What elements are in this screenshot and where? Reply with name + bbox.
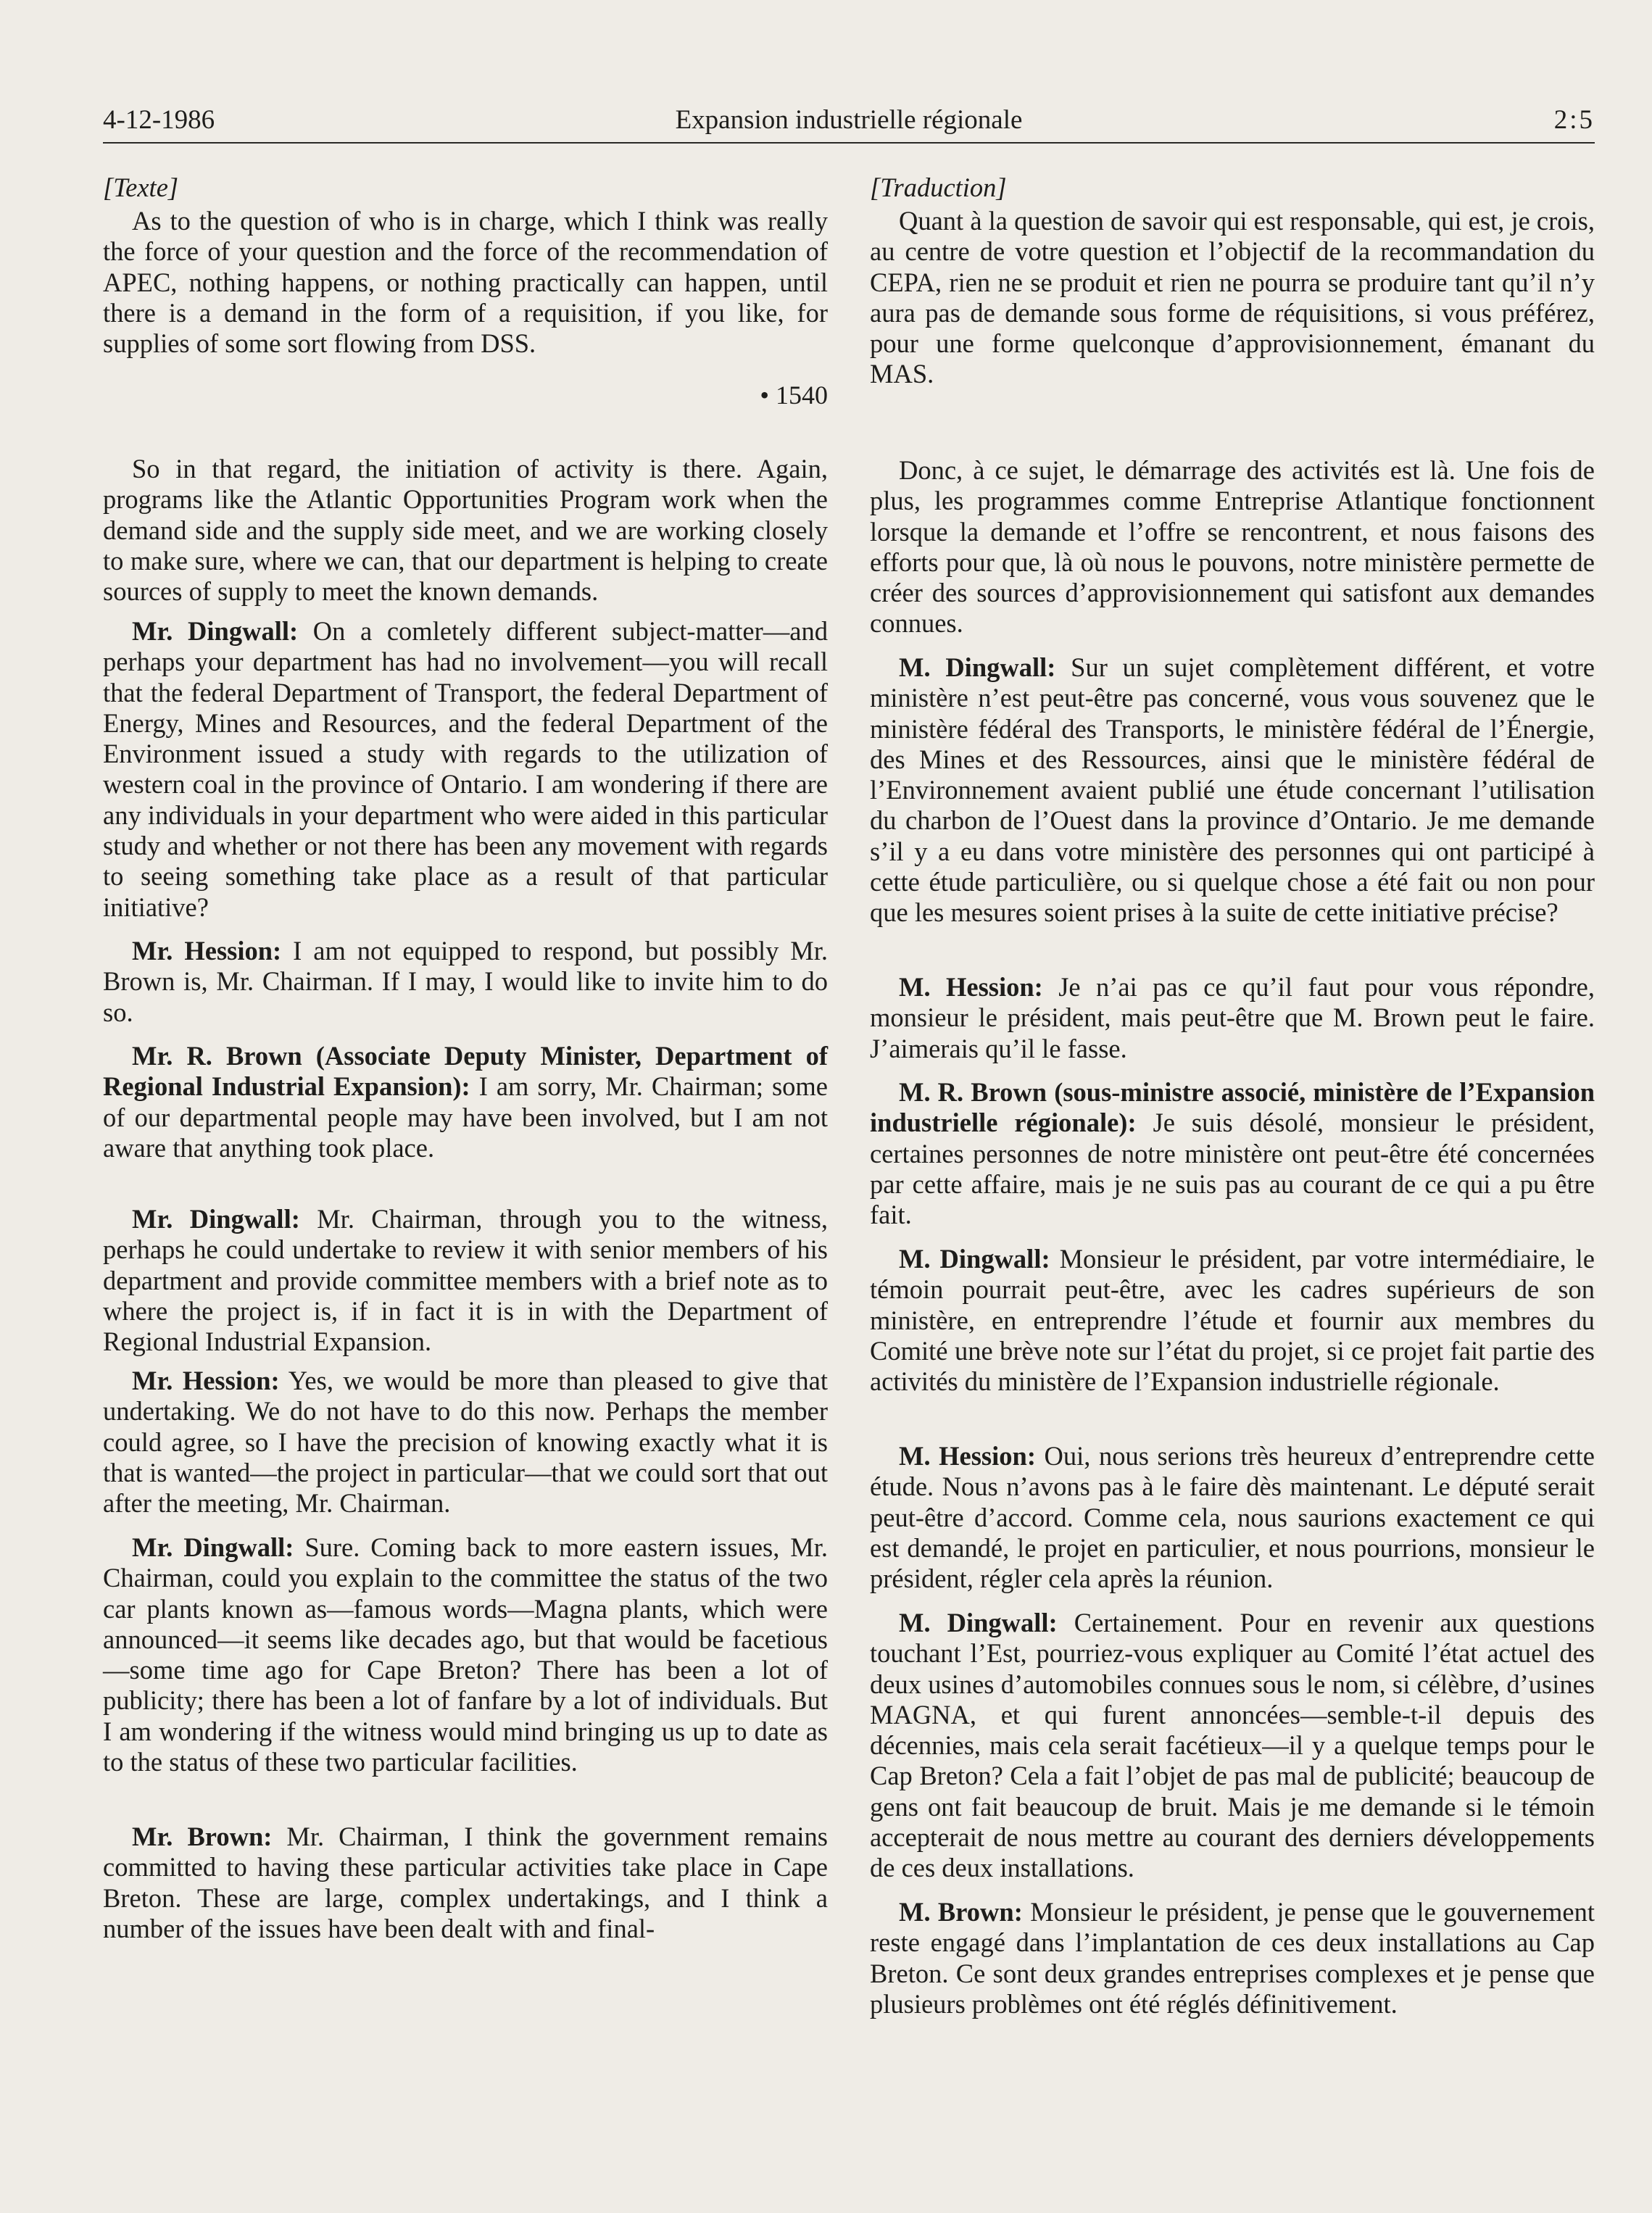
paragraph <box>103 936 828 1028</box>
paragraph <box>103 1204 828 1357</box>
paragraph <box>870 1441 1595 1595</box>
speech-text: Mr. Chairman, I think the government remains committed to having these particular activities take place in Cape Breton. These are large, complex undertakings, and I think a number of the issues have been dealt with and final- <box>103 1822 829 1943</box>
speaker-name: Mr. Hession: <box>132 1366 280 1395</box>
speaker-name: Mr. Dingwall: <box>132 616 299 646</box>
paragraph <box>103 616 828 923</box>
speaker-name: M. Dingwall: <box>899 1608 1058 1637</box>
speaker-name: Mr. R. Brown (Associate Deputy Minister, Department of Regional Industrial Expansion): <box>103 1041 828 1102</box>
paragraph <box>103 1822 828 1944</box>
paragraph <box>870 972 1595 1064</box>
speaker-name: Mr. Dingwall: <box>132 1532 294 1562</box>
paragraph: Donc, à ce sujet, le démarrage des activités est là. Une fois de plus, les programmes comme Entreprise Atlantique fonctionnent lorsque la demande et l’offre se rencontrent, et nous faisons des efforts pour que, là où nous le pouvons, notre ministère permette de créer des sources d’approvisionnement qui satisfont aux demandes connues. <box>870 455 1595 639</box>
paragraph <box>870 1244 1595 1428</box>
paragraph <box>870 652 1595 959</box>
text-label: [Texte] <box>103 173 179 202</box>
speaker-name: M. Brown: <box>899 1897 1023 1927</box>
speech-text: Monsieur le président, par votre intermédiaire, le témoin pourrait peut-être, avec les cadres supérieurs de son ministère, en entreprendre l’étude et fournir aux membres du Comité une brève note sur l’état du projet, si ce projet fait partie des activités du ministère de l’Expansion industrielle régionale. <box>870 1244 1595 1397</box>
speech-text: Sure. Coming back to more eastern issues, Mr. Chairman, could you explain to the committee the status of the two car plants known as—famous words—Magna plants, which were announced—it seems like decades ago, but that would be facetious—some time ago for Cape Breton? There has been a lot of publicity; there has been a lot of fanfare by a lot of individuals. But I am wondering if the witness would mind bringing us up to date as to the status of these two particular facilities. <box>103 1532 828 1777</box>
speech-text: Je n’ai pas ce qu’il faut pour vous répondre, monsieur le président, mais peut-être que M. Brown peut le faire. J’aimerais qu’il le fasse. <box>870 972 1595 1063</box>
speech-text: Oui, nous serions très heureux d’entreprendre cette étude. Nous n’avons pas à le faire dès maintenant. Le député serait peut-être d’accord. Comme cela, nous saurions exactement ce qui est demandé, le projet en particulier, et nous pourrions, monsieur le président, régler cela après la réunion. <box>870 1441 1595 1594</box>
paragraph <box>870 1077 1595 1231</box>
speech-text: Monsieur le président, je pense que le gouvernement reste engagé dans l’implantation de ces deux installations au Cap Breton. Ce sont deux grandes entreprises complexes et je pense que plusieurs problèmes ont été réglés définitivement. <box>870 1897 1595 2019</box>
speaker-name: M. Dingwall: <box>899 1244 1050 1274</box>
page-header <box>103 101 1595 144</box>
column-english <box>103 173 828 1944</box>
paragraph <box>103 1532 828 1809</box>
paragraph <box>870 1897 1595 2019</box>
speaker-name: M. R. Brown (sous-ministre associé, ministère de l’Expansion industrielle régionale): <box>870 1077 1595 1138</box>
paragraph <box>103 1041 828 1163</box>
paragraph: So in that regard, the initiation of activity is there. Again, programs like the Atlantic Opportunities Program work when the demand side and the supply side meet, and we are working closely to make sure, where we can, that our department is helping to create sources of supply to meet the known demands. <box>103 454 828 607</box>
translation-label: [Traduction] <box>870 173 1007 202</box>
paragraph <box>870 1608 1595 1884</box>
paragraph: As to the question of who is in charge, which I think was really the force of your question and the force of the recommendation of APEC, nothing happens, or nothing practically can happen, until there is a demand in the form of a requisition, if you like, for supplies of some sort flowing from DSS. <box>103 206 828 359</box>
speech-text: Yes, we would be more than pleased to give that undertaking. We do not have to do this now. Perhaps the member could agree, so I have the precision of knowing exactly what it is that is wanted—the project in particular—that we could sort that out after the meeting, Mr. Chairman. <box>103 1366 828 1519</box>
speech-text: Je suis désolé, monsieur le président, certaines personnes de notre ministère ont peut-être été concernées par cette affaire, mais je ne suis pas au courant de ce qui a pu être fait. <box>870 1108 1595 1230</box>
paragraph: Quant à la question de savoir qui est responsable, qui est, je crois, au centre de votre question et l’objectif de la recommandation du CEPA, rien ne se produit et rien ne pourra se produire tant qu’il n’y aura pas de demande sous forme de réquisitions, si vous préférez, pour une forme quelconque d’approvisionnement, émanant du MAS. <box>870 206 1595 389</box>
time-marker: • 1540 <box>760 381 828 410</box>
header-date: 4-12-1986 <box>103 105 215 135</box>
speaker-name: M. Dingwall: <box>899 652 1056 682</box>
speech-text: Certainement. Pour en revenir aux questions touchant l’Est, pourriez-vous expliquer au Comité l’état actuel des deux usines d’automobiles connues sous le nom, si célèbre, d’usines MAGNA, et qui furent annoncées—semble-t-il depuis des décennies, mais cela serait facétieux—il y a quelque temps pour le Cap Breton? Cela a fait l’objet de pas mal de publicité; beaucoup de gens ont fait beaucoup de bruit. Mais je me demande si le témoin accepterait de nous mettre au courant des derniers développements de ces deux installations. <box>870 1608 1595 1883</box>
header-title: Expansion industrielle régionale <box>675 105 1023 135</box>
header-page-number: 2:5 <box>1553 105 1595 135</box>
paragraph <box>103 1366 828 1519</box>
speech-text: Sur un sujet complètement différent, et votre ministère n’est peut-être pas concerné, vous vous souvenez que le ministère fédéral des Transports, le ministère fédéral de l’Énergie, des Mines et des Ressources, ainsi que le ministère fédéral de l’Environnement avaient publié une étude concernant l’utilisation du charbon de l’Ouest dans la province d’Ontario. Je me demande s’il y a eu dans votre ministère des personnes qui ont participé à cette étude particulière, ou si quelque chose a été fait ou non pour que les mesures soient prises à la suite de cette initiative précise? <box>870 652 1595 928</box>
speaker-name: Mr. Hession: <box>132 936 282 966</box>
column-french <box>870 173 1595 2019</box>
speech-text: I am not equipped to respond, but possibly Mr. Brown is, Mr. Chairman. If I may, I would like to invite him to do so. <box>103 936 828 1027</box>
speaker-name: M. Hession: <box>899 1441 1036 1471</box>
speaker-name: M. Hession: <box>899 972 1043 1002</box>
speech-text: I am sorry, Mr. Chairman; some of our departmental people may have been involved, but I am not aware that anything took place. <box>103 1071 829 1163</box>
speaker-name: Mr. Brown: <box>132 1822 273 1851</box>
speaker-name: Mr. Dingwall: <box>132 1204 300 1234</box>
speech-text: On a comletely different subject-matter—and perhaps your department has had no involvement—you will recall that the federal Department of Transport, the federal Department of Energy, Mines and Resources, and the federal Department of the Environment issued a study with regards to the utilization of western coal in the province of Ontario. I am wondering if there are any individuals in your department who were aided in this particular study and whether or not there has been any movement with regards to seeing something take place as a result of that particular initiative? <box>103 616 828 922</box>
speech-text: Mr. Chairman, through you to the witness, perhaps he could undertake to review it with senior members of his department and provide committee members with a brief note as to where the project is, if in fact it is in with the Department of Regional Industrial Expansion. <box>103 1204 828 1357</box>
